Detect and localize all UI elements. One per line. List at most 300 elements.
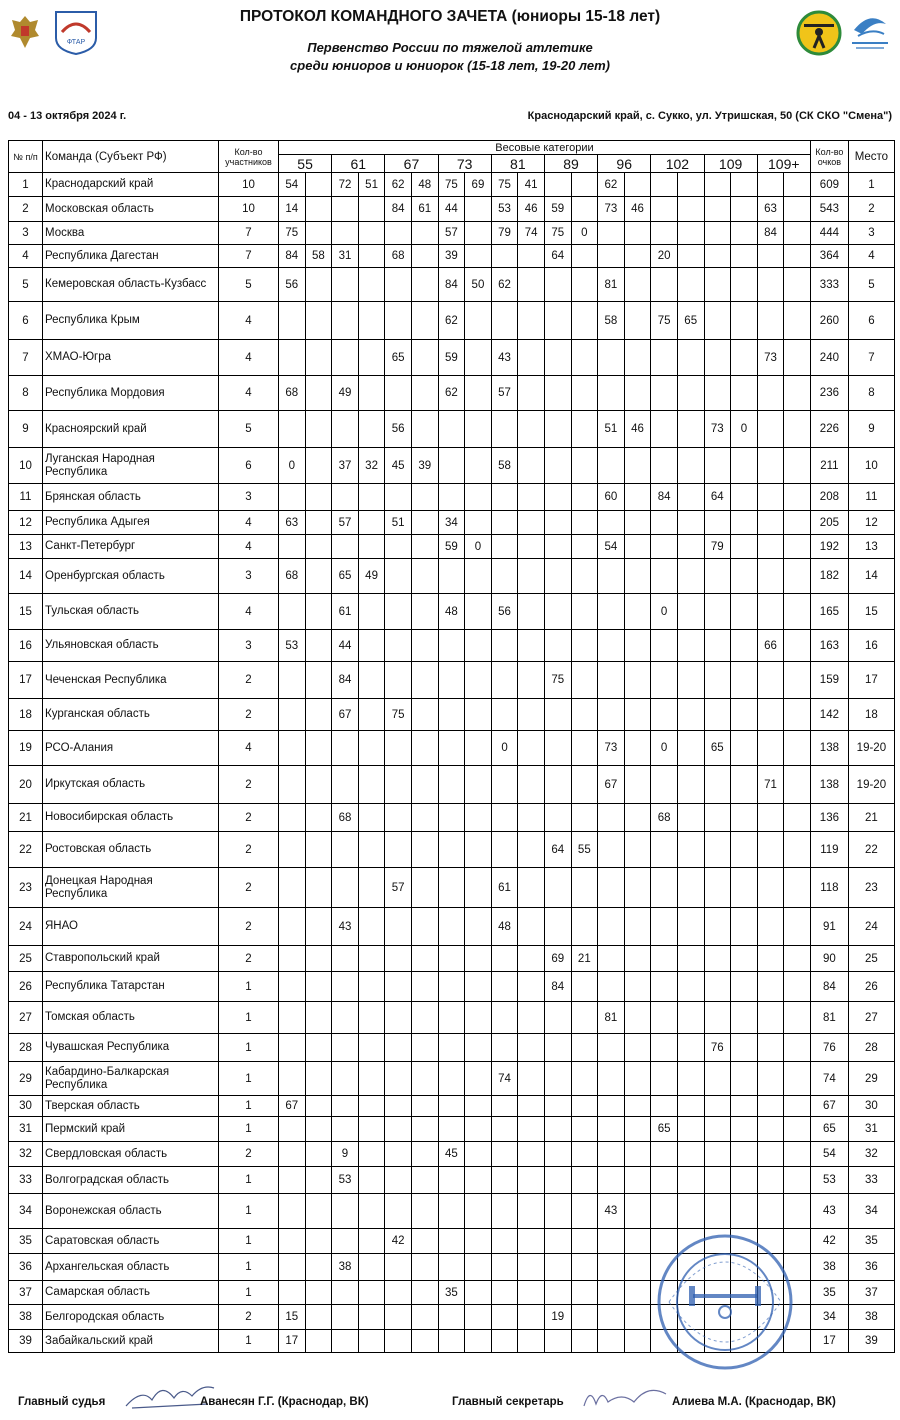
- score-cell: [731, 972, 758, 1002]
- score-cell: [438, 662, 465, 699]
- score-cell: [598, 594, 625, 630]
- score-cell: [332, 197, 359, 222]
- score-cell: [465, 972, 492, 1002]
- score-cell: [624, 630, 651, 662]
- score-cell: [518, 1194, 545, 1229]
- participant-count: 4: [219, 594, 279, 630]
- table-row: [9, 699, 895, 731]
- score-cell: 58: [305, 245, 332, 268]
- score-cell: 39: [411, 448, 438, 484]
- table-row: [9, 411, 895, 448]
- score-cell: [784, 731, 811, 766]
- team-name: РСО-Алания: [43, 731, 219, 766]
- score-cell: [385, 1062, 412, 1096]
- score-cell: 68: [385, 245, 412, 268]
- total-points: 165: [810, 594, 848, 630]
- team-name: Республика Мордовия: [43, 376, 219, 411]
- score-cell: [677, 1142, 704, 1167]
- score-cell: [305, 302, 332, 340]
- score-cell: [465, 197, 492, 222]
- score-cell: [438, 1096, 465, 1117]
- score-cell: [704, 594, 731, 630]
- participant-count: 10: [219, 197, 279, 222]
- score-cell: [385, 1117, 412, 1142]
- score-cell: [305, 1062, 332, 1096]
- place: 7: [848, 340, 894, 376]
- score-cell: [411, 559, 438, 594]
- score-cell: [571, 868, 598, 908]
- table-row: [9, 662, 895, 699]
- row-number: 26: [9, 972, 43, 1002]
- score-cell: [305, 511, 332, 535]
- score-cell: [438, 946, 465, 972]
- score-cell: [411, 222, 438, 245]
- score-cell: 58: [598, 302, 625, 340]
- total-points: 205: [810, 511, 848, 535]
- place: 39: [848, 1330, 894, 1353]
- score-cell: [598, 662, 625, 699]
- team-name: Москва: [43, 222, 219, 245]
- score-cell: [438, 832, 465, 868]
- score-cell: [677, 1194, 704, 1229]
- chief-judge-label: Главный судья: [18, 1396, 106, 1408]
- total-points: 136: [810, 804, 848, 832]
- score-cell: [784, 245, 811, 268]
- score-cell: [651, 699, 678, 731]
- place: 29: [848, 1062, 894, 1096]
- score-cell: [411, 1254, 438, 1281]
- team-name: Архангельская область: [43, 1254, 219, 1281]
- score-cell: [624, 594, 651, 630]
- score-cell: [305, 946, 332, 972]
- team-name: Чувашская Республика: [43, 1034, 219, 1062]
- row-number: 32: [9, 1142, 43, 1167]
- score-cell: [731, 484, 758, 511]
- score-cell: [491, 535, 518, 559]
- score-cell: [411, 1281, 438, 1305]
- total-points: 118: [810, 868, 848, 908]
- protocol-title: ПРОТОКОЛ КОМАНДНОГО ЗАЧЕТА (юниоры 15-18 лет): [239, 8, 661, 25]
- chief-secretary-signature: [578, 1380, 674, 1414]
- team-name: Санкт-Петербург: [43, 535, 219, 559]
- score-cell: [305, 1096, 332, 1117]
- place: 10: [848, 448, 894, 484]
- score-cell: [518, 1096, 545, 1117]
- table-row: [9, 511, 895, 535]
- row-number: 31: [9, 1117, 43, 1142]
- team-name: Волгоградская область: [43, 1167, 219, 1194]
- header-team: Команда (Субъект РФ): [43, 141, 219, 173]
- weight-class-header: 61: [332, 155, 385, 173]
- score-cell: [571, 1194, 598, 1229]
- score-cell: [332, 535, 359, 559]
- score-cell: [544, 268, 571, 302]
- score-cell: [518, 268, 545, 302]
- score-cell: [518, 1229, 545, 1254]
- score-cell: [704, 868, 731, 908]
- score-cell: [491, 484, 518, 511]
- score-cell: [651, 630, 678, 662]
- score-cell: [385, 908, 412, 946]
- score-cell: [651, 222, 678, 245]
- score-cell: [757, 559, 784, 594]
- score-cell: [651, 173, 678, 197]
- score-cell: [358, 832, 385, 868]
- row-number: 4: [9, 245, 43, 268]
- score-cell: [438, 1229, 465, 1254]
- score-cell: [518, 1002, 545, 1034]
- score-cell: [465, 804, 492, 832]
- score-cell: [411, 1167, 438, 1194]
- score-cell: [784, 511, 811, 535]
- score-cell: [571, 908, 598, 946]
- total-points: 67: [810, 1096, 848, 1117]
- score-cell: [784, 1034, 811, 1062]
- team-name: Оренбургская область: [43, 559, 219, 594]
- score-cell: [358, 972, 385, 1002]
- score-cell: [598, 1305, 625, 1330]
- score-cell: 32: [358, 448, 385, 484]
- score-cell: [465, 302, 492, 340]
- score-cell: 44: [332, 630, 359, 662]
- score-cell: [411, 1142, 438, 1167]
- score-cell: [491, 302, 518, 340]
- score-cell: [757, 1062, 784, 1096]
- score-cell: [358, 222, 385, 245]
- score-cell: [571, 1062, 598, 1096]
- score-cell: [571, 559, 598, 594]
- score-cell: [704, 946, 731, 972]
- place: 35: [848, 1229, 894, 1254]
- score-cell: [731, 448, 758, 484]
- place: 8: [848, 376, 894, 411]
- score-cell: 84: [385, 197, 412, 222]
- score-cell: [544, 376, 571, 411]
- score-cell: [465, 1229, 492, 1254]
- score-cell: [731, 222, 758, 245]
- score-cell: [465, 908, 492, 946]
- total-points: 90: [810, 946, 848, 972]
- row-number: 28: [9, 1034, 43, 1062]
- score-cell: [624, 511, 651, 535]
- participant-count: 3: [219, 559, 279, 594]
- score-cell: [677, 197, 704, 222]
- score-cell: 84: [544, 972, 571, 1002]
- score-cell: [677, 559, 704, 594]
- score-cell: [544, 804, 571, 832]
- score-cell: [757, 731, 784, 766]
- score-cell: [411, 535, 438, 559]
- score-cell: [411, 972, 438, 1002]
- score-cell: [279, 1194, 306, 1229]
- score-cell: [677, 662, 704, 699]
- place: 9: [848, 411, 894, 448]
- score-cell: [677, 245, 704, 268]
- score-cell: [465, 411, 492, 448]
- score-cell: [438, 1117, 465, 1142]
- row-number: 39: [9, 1330, 43, 1353]
- score-cell: [571, 173, 598, 197]
- score-cell: 9: [332, 1142, 359, 1167]
- score-cell: 0: [465, 535, 492, 559]
- score-cell: [571, 1167, 598, 1194]
- participant-count: 1: [219, 1254, 279, 1281]
- score-cell: [518, 448, 545, 484]
- score-cell: [305, 594, 332, 630]
- score-cell: [385, 731, 412, 766]
- score-cell: [651, 946, 678, 972]
- score-cell: [465, 1194, 492, 1229]
- participant-count: 1: [219, 1167, 279, 1194]
- score-cell: [491, 245, 518, 268]
- score-cell: [518, 245, 545, 268]
- score-cell: [624, 559, 651, 594]
- score-cell: 68: [279, 559, 306, 594]
- score-cell: [731, 559, 758, 594]
- place: 4: [848, 245, 894, 268]
- score-cell: 55: [571, 832, 598, 868]
- score-cell: [784, 1117, 811, 1142]
- score-cell: [305, 197, 332, 222]
- score-cell: [598, 699, 625, 731]
- participant-count: 2: [219, 662, 279, 699]
- table-row: [9, 594, 895, 630]
- score-cell: [757, 173, 784, 197]
- score-cell: [465, 699, 492, 731]
- score-cell: [279, 1142, 306, 1167]
- score-cell: 65: [651, 1117, 678, 1142]
- score-cell: 75: [438, 173, 465, 197]
- row-number: 2: [9, 197, 43, 222]
- place: 30: [848, 1096, 894, 1117]
- table-row: [9, 376, 895, 411]
- score-cell: [651, 1096, 678, 1117]
- score-cell: [704, 662, 731, 699]
- score-cell: [571, 340, 598, 376]
- table-row: [9, 908, 895, 946]
- weight-class-header: 109+: [757, 155, 810, 173]
- score-cell: 84: [757, 222, 784, 245]
- score-cell: [438, 1330, 465, 1353]
- score-cell: [598, 804, 625, 832]
- participant-count: 6: [219, 448, 279, 484]
- score-cell: [305, 1281, 332, 1305]
- score-cell: [411, 832, 438, 868]
- score-cell: [731, 1062, 758, 1096]
- weight-class-header: 81: [491, 155, 544, 173]
- score-cell: [491, 1254, 518, 1281]
- score-cell: 75: [491, 173, 518, 197]
- row-number: 33: [9, 1167, 43, 1194]
- score-cell: [465, 946, 492, 972]
- score-cell: [704, 268, 731, 302]
- competition-dates: 04 - 13 октября 2024 г.: [8, 110, 127, 122]
- score-cell: 17: [279, 1330, 306, 1353]
- score-cell: [385, 1002, 412, 1034]
- place: 17: [848, 662, 894, 699]
- score-cell: [571, 268, 598, 302]
- score-cell: [677, 972, 704, 1002]
- place: 19-20: [848, 731, 894, 766]
- score-cell: [704, 1117, 731, 1142]
- score-cell: [411, 804, 438, 832]
- score-cell: [571, 766, 598, 804]
- team-name: Пермский край: [43, 1117, 219, 1142]
- team-name: Брянская область: [43, 484, 219, 511]
- score-cell: [332, 268, 359, 302]
- place: 23: [848, 868, 894, 908]
- total-points: 163: [810, 630, 848, 662]
- score-cell: [358, 484, 385, 511]
- score-cell: [332, 1117, 359, 1142]
- score-cell: 57: [385, 868, 412, 908]
- score-cell: [491, 662, 518, 699]
- place: 18: [848, 699, 894, 731]
- score-cell: [491, 766, 518, 804]
- score-cell: [305, 340, 332, 376]
- score-cell: [757, 972, 784, 1002]
- row-number: 23: [9, 868, 43, 908]
- score-cell: [438, 411, 465, 448]
- team-name: Республика Дагестан: [43, 245, 219, 268]
- table-row: [9, 173, 895, 197]
- team-name: Республика Татарстан: [43, 972, 219, 1002]
- score-cell: [731, 1117, 758, 1142]
- score-cell: [624, 1305, 651, 1330]
- total-points: 76: [810, 1034, 848, 1062]
- score-cell: [624, 1194, 651, 1229]
- score-cell: [677, 448, 704, 484]
- score-cell: [411, 731, 438, 766]
- score-cell: [784, 535, 811, 559]
- participant-count: 4: [219, 302, 279, 340]
- total-points: 364: [810, 245, 848, 268]
- score-cell: 21: [571, 946, 598, 972]
- total-points: 543: [810, 197, 848, 222]
- score-cell: [677, 535, 704, 559]
- score-cell: 20: [651, 245, 678, 268]
- score-cell: [624, 1281, 651, 1305]
- participant-count: 4: [219, 511, 279, 535]
- total-points: 138: [810, 731, 848, 766]
- score-cell: [731, 197, 758, 222]
- row-number: 37: [9, 1281, 43, 1305]
- score-cell: [491, 804, 518, 832]
- score-cell: [544, 731, 571, 766]
- score-cell: [784, 832, 811, 868]
- score-cell: [544, 1142, 571, 1167]
- score-cell: [358, 662, 385, 699]
- place: 31: [848, 1117, 894, 1142]
- score-cell: [411, 484, 438, 511]
- score-cell: 65: [385, 340, 412, 376]
- score-cell: [677, 1117, 704, 1142]
- score-cell: [784, 376, 811, 411]
- score-cell: [491, 1194, 518, 1229]
- score-cell: [731, 804, 758, 832]
- row-number: 14: [9, 559, 43, 594]
- score-cell: [704, 1002, 731, 1034]
- score-cell: [731, 1002, 758, 1034]
- score-cell: [465, 1330, 492, 1353]
- score-cell: 73: [757, 340, 784, 376]
- score-cell: [465, 245, 492, 268]
- score-cell: [544, 1281, 571, 1305]
- score-cell: [465, 1281, 492, 1305]
- score-cell: [544, 766, 571, 804]
- score-cell: [598, 946, 625, 972]
- row-number: 3: [9, 222, 43, 245]
- score-cell: [305, 1229, 332, 1254]
- score-cell: 59: [544, 197, 571, 222]
- row-number: 11: [9, 484, 43, 511]
- score-cell: [757, 1117, 784, 1142]
- score-cell: [624, 868, 651, 908]
- score-cell: [704, 559, 731, 594]
- score-cell: 53: [279, 630, 306, 662]
- score-cell: [411, 908, 438, 946]
- score-cell: 35: [438, 1281, 465, 1305]
- score-cell: [279, 535, 306, 559]
- team-name: Белгородская область: [43, 1305, 219, 1330]
- participant-count: 5: [219, 411, 279, 448]
- score-cell: 50: [465, 268, 492, 302]
- score-cell: 76: [704, 1034, 731, 1062]
- score-cell: [491, 630, 518, 662]
- score-cell: [544, 535, 571, 559]
- row-number: 6: [9, 302, 43, 340]
- score-cell: [544, 1194, 571, 1229]
- score-cell: [411, 376, 438, 411]
- score-cell: [544, 302, 571, 340]
- score-cell: [677, 1167, 704, 1194]
- score-cell: [704, 699, 731, 731]
- score-cell: [358, 511, 385, 535]
- score-cell: [465, 630, 492, 662]
- place: 33: [848, 1167, 894, 1194]
- score-cell: [518, 535, 545, 559]
- score-cell: [598, 1330, 625, 1353]
- score-cell: 0: [279, 448, 306, 484]
- place: 21: [848, 804, 894, 832]
- score-cell: [651, 1194, 678, 1229]
- score-cell: [571, 662, 598, 699]
- score-cell: [651, 1002, 678, 1034]
- score-cell: [385, 1167, 412, 1194]
- score-cell: [571, 699, 598, 731]
- score-cell: [491, 1142, 518, 1167]
- score-cell: [757, 1167, 784, 1194]
- score-cell: [544, 511, 571, 535]
- score-cell: [305, 908, 332, 946]
- score-cell: [784, 1002, 811, 1034]
- score-cell: [358, 340, 385, 376]
- score-cell: [465, 662, 492, 699]
- score-cell: [385, 766, 412, 804]
- score-cell: [305, 731, 332, 766]
- score-cell: [438, 1062, 465, 1096]
- score-cell: [465, 222, 492, 245]
- score-cell: [518, 1142, 545, 1167]
- score-cell: [438, 448, 465, 484]
- participant-count: 2: [219, 1305, 279, 1330]
- score-cell: [385, 630, 412, 662]
- score-cell: [704, 972, 731, 1002]
- score-cell: [465, 1096, 492, 1117]
- participant-count: 1: [219, 1002, 279, 1034]
- score-cell: [544, 1034, 571, 1062]
- score-cell: 48: [491, 908, 518, 946]
